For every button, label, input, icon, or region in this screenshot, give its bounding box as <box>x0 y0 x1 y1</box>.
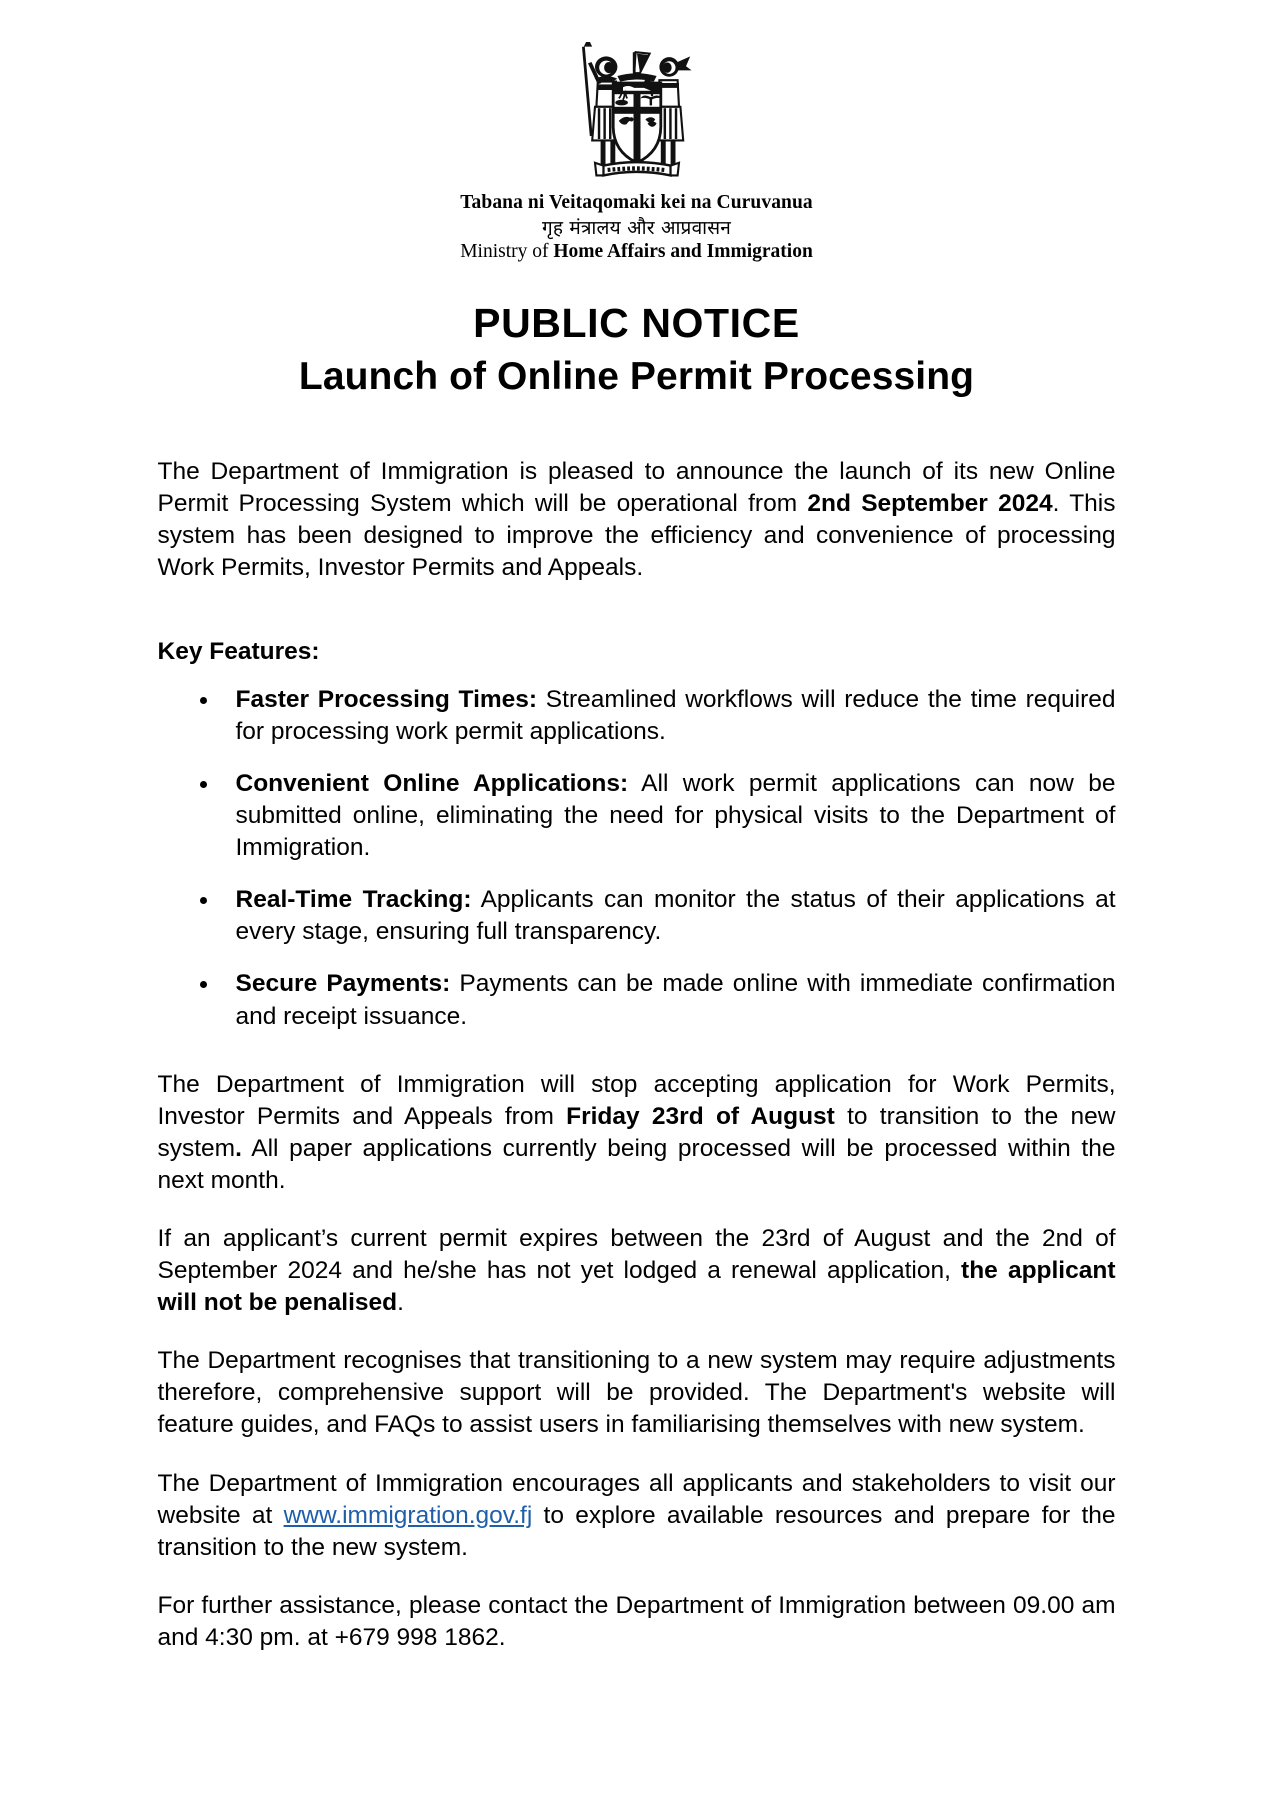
page-subtitle: Launch of Online Permit Processing <box>298 355 975 399</box>
ministry-name-fijian: Tabana ni Veitaqomaki kei na Curuvanua <box>460 192 813 213</box>
bullet-icon <box>200 697 207 704</box>
intro-paragraph <box>158 456 1116 584</box>
transition-paragraph <box>158 1069 1116 1197</box>
website-text-2: to explore available resources and prepare for the transition to the new system. <box>157 1501 1116 1561</box>
feature-text: Streamlined workflows will reduce the time required for processing work permit applications. <box>235 685 1116 745</box>
key-features-list <box>158 684 1116 1033</box>
expiry-bold-clause: the applicant will not be penalised <box>157 1257 1116 1317</box>
website-paragraph <box>158 1468 1116 1564</box>
website-text-1: The Department of Immigration encourages all applicants and stakeholders to visit our website at <box>157 1469 1116 1529</box>
key-features-heading: Key Features: <box>157 637 320 665</box>
support-paragraph: The Department recognises that transitioning to a new system may require adjustments therefore, comprehensive support will be provided. The Department's website will feature guides, and FAQs to assist users in familiarising themselves with new system. <box>157 1347 1116 1439</box>
feature-label: Faster Processing Times: <box>235 685 538 713</box>
expiry-paragraph <box>158 1223 1116 1319</box>
transition-bold-period: . <box>235 1134 242 1162</box>
list-item <box>158 884 1116 948</box>
feature-text: Payments can be made online with immediate confirmation and receipt issuance. <box>235 970 1116 1030</box>
list-item <box>158 768 1116 864</box>
feature-text: All work permit applications can now be submitted online, eliminating the need for physical visits to the Department of Immigration. <box>235 769 1116 862</box>
feature-label: Secure Payments: <box>235 970 451 998</box>
feature-label: Convenient Online Applications: <box>235 769 629 797</box>
page-title: PUBLIC NOTICE <box>473 300 800 347</box>
ministry-name-english-bold: Home Affairs and Immigration <box>553 241 813 263</box>
feature-label: Real-Time Tracking: <box>235 886 472 914</box>
intro-text-2: . This system has been designed to improve the efficiency and convenience of processing Work Permits, Investor Permits and Appeals. <box>157 489 1116 581</box>
expiry-text-1: If an applicant’s current permit expires between the 23rd of August and the 2nd of September 2024 and he/she has not yet lodged a renewal application, <box>157 1225 1116 1285</box>
list-item <box>158 684 1116 748</box>
immigration-website-link[interactable]: www.immigration.gov.fj <box>283 1501 533 1529</box>
fiji-coat-of-arms-icon <box>567 42 707 187</box>
bullet-icon <box>200 781 207 788</box>
intro-bold-date: 2nd September 2024 <box>807 489 1053 517</box>
list-item <box>158 968 1116 1032</box>
letterhead <box>0 0 1273 265</box>
ministry-name-english-prefix: Ministry of <box>460 241 554 263</box>
ministry-name-english <box>0 240 1273 265</box>
contact-paragraph: For further assistance, please contact the Department of Immigration between 09.00 am and 4:30 pm. at +679 998 1862. <box>157 1591 1116 1651</box>
transition-bold-date: Friday 23rd of August <box>566 1102 835 1130</box>
bullet-icon <box>200 897 207 904</box>
expiry-text-2: . <box>397 1289 404 1317</box>
document-body <box>158 400 1116 1654</box>
spacer <box>158 610 1116 636</box>
feature-text: Applicants can monitor the status of their applications at every stage, ensuring full transparency. <box>235 886 1116 946</box>
transition-text-3: All paper applications currently being processed will be processed within the next month. <box>157 1134 1116 1194</box>
title-block <box>0 301 1273 399</box>
transition-text-1: The Department of Immigration will stop accepting application for Work Permits, Investor Permits and Appeals from <box>157 1070 1116 1130</box>
intro-text-1: The Department of Immigration is pleased to announce the launch of its new Online Permit Processing System which will be operational from <box>157 457 1116 517</box>
bullet-icon <box>200 981 207 988</box>
spacer <box>158 1059 1116 1069</box>
ministry-name-block <box>0 191 1273 265</box>
ministry-name-hindi: गृह मंत्रालय और आप्रवासन <box>541 216 732 239</box>
transition-text-2: to transition to the new system <box>157 1102 1116 1162</box>
